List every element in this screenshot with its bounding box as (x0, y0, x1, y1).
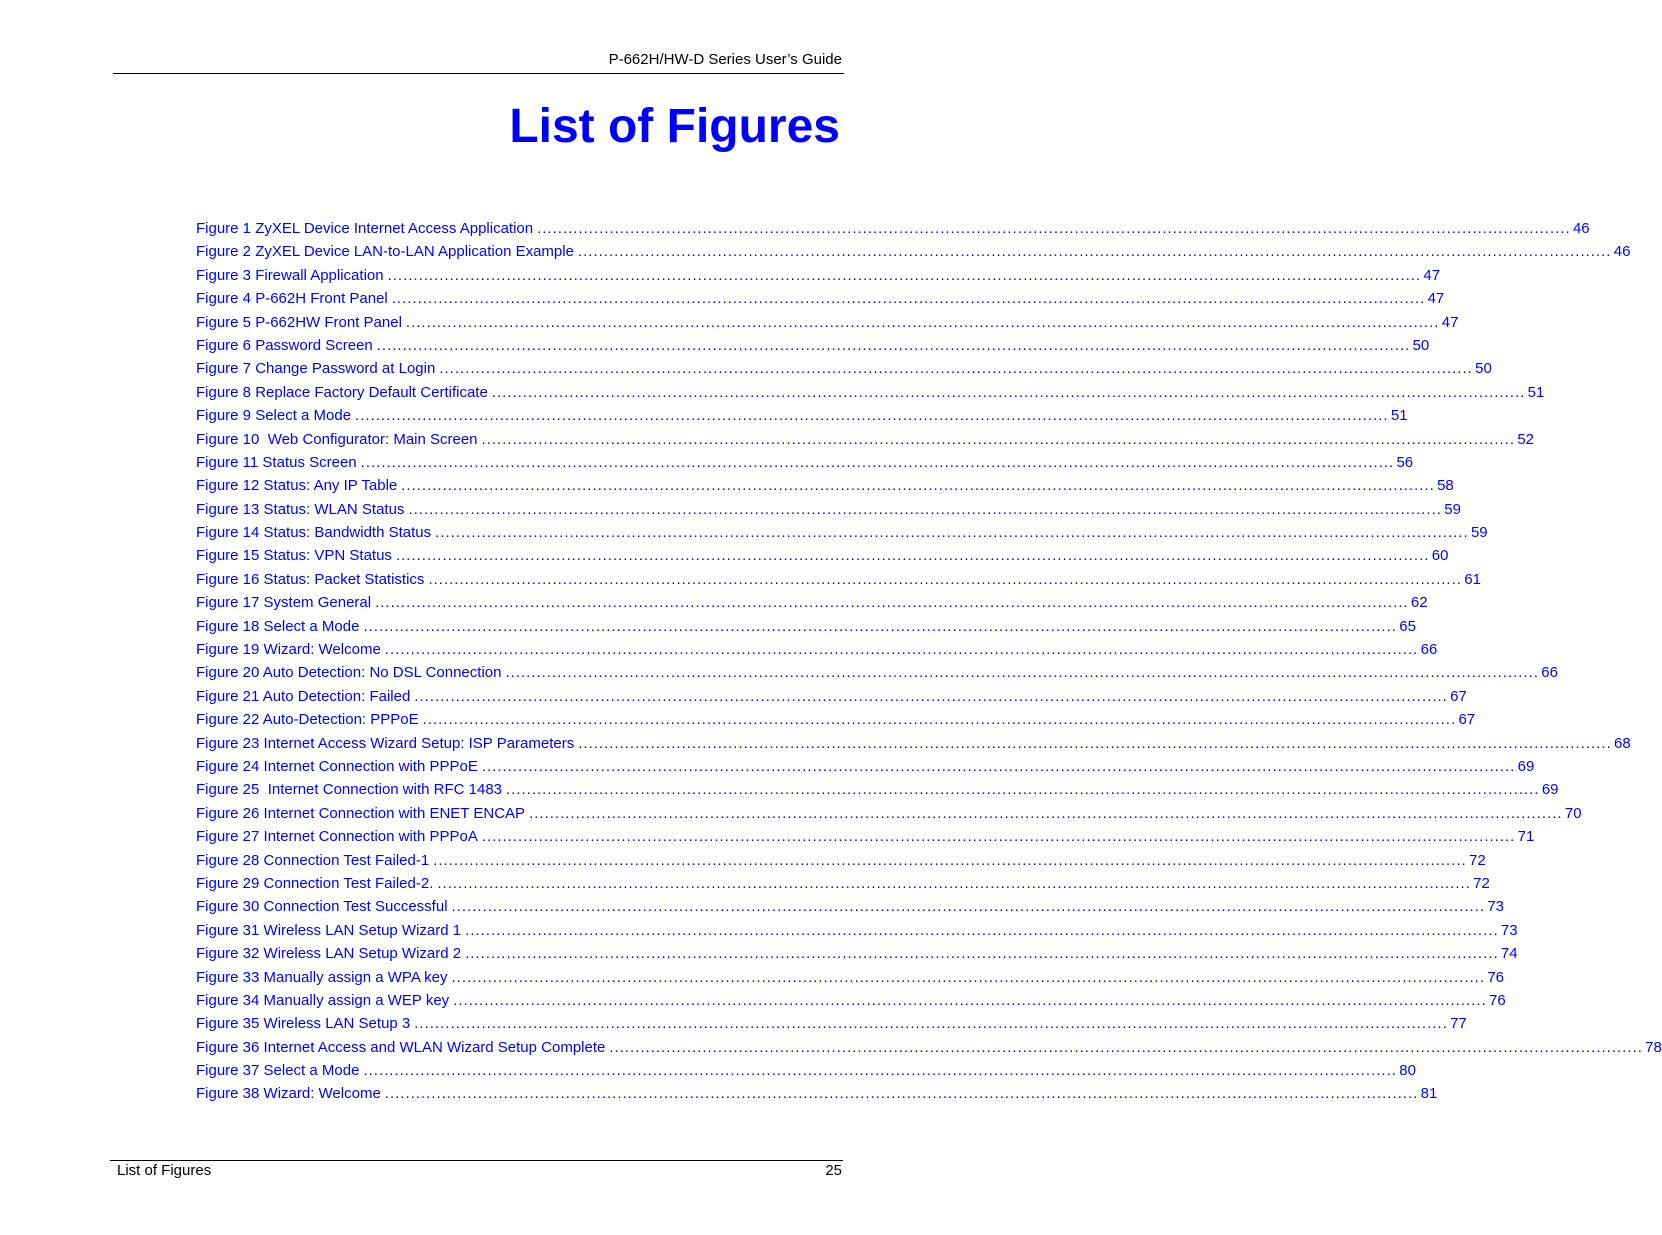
toc-entry-page: 46 (1572, 220, 1590, 237)
toc-entry-label: Figure 5 P-662HW Front Panel (196, 313, 402, 331)
dot-leader: ........................................................................................................................................................................................................ (465, 921, 1499, 939)
toc-entry[interactable] (196, 849, 1486, 872)
toc-entry-label: Figure 7 Change Password at Login (196, 360, 436, 378)
toc-entry-page: 56 (1396, 453, 1414, 471)
toc-entry-page: 46 (1613, 243, 1631, 261)
toc-entry[interactable] (196, 521, 1488, 544)
toc-entry-page: 66 (1420, 641, 1438, 659)
toc-entry-label: Figure 9 Select a Mode (196, 407, 352, 425)
toc-entry[interactable] (196, 1036, 1662, 1059)
footer-divider (110, 1160, 843, 1161)
figure-list (196, 217, 1662, 1106)
dot-leader: ........................................................................................................................................................................................................ (387, 266, 1422, 284)
toc-entry-label: Figure 2 ZyXEL Device LAN-to-LAN Application Example (196, 243, 574, 261)
dot-leader: ........................................................................................................................................................................................................ (481, 430, 1516, 448)
toc-entry-label: Figure 3 Firewall Application (196, 266, 384, 284)
toc-entry[interactable] (196, 404, 1408, 427)
dot-leader: ........................................................................................................................................................................................................ (451, 968, 1486, 986)
toc-entry-page: 47 (1427, 290, 1445, 308)
toc-entry[interactable] (196, 872, 1490, 895)
toc-entry-label: Figure 19 Wizard: Welcome (196, 641, 381, 659)
dot-leader: ........................................................................................................................................................................................................ (537, 220, 1571, 237)
dot-leader: ........................................................................................................................................................................................................ (505, 664, 1539, 682)
dot-leader: ........................................................................................................................................................................................................ (384, 1085, 1419, 1103)
dot-leader: ........................................................................................................................................................................................................ (414, 687, 1448, 705)
toc-entry-label: Figure 38 Wizard: Welcome (196, 1085, 381, 1103)
dot-leader: ........................................................................................................................................................................................................ (491, 383, 1526, 401)
toc-entry-page: 67 (1458, 711, 1476, 729)
toc-entry-page: 66 (1541, 664, 1558, 682)
dot-leader: ........................................................................................................................................................................................................ (422, 711, 1457, 729)
toc-entry[interactable] (196, 615, 1416, 638)
toc-entry-label: Figure 11 Status Screen (196, 453, 357, 471)
toc-entry-page: 74 (1500, 945, 1518, 963)
toc-entry[interactable] (196, 638, 1438, 661)
toc-entry[interactable] (196, 451, 1414, 474)
page-title: List of Figures (509, 100, 840, 153)
toc-entry-page: 60 (1431, 547, 1449, 565)
dot-leader: ........................................................................................................................................................................................................ (384, 641, 1419, 659)
toc-entry-page: 78 (1645, 1038, 1662, 1056)
toc-entry-page: 62 (1410, 594, 1428, 612)
toc-entry[interactable] (196, 544, 1449, 567)
toc-entry-label: Figure 34 Manually assign a WEP key (196, 991, 450, 1009)
toc-entry[interactable] (196, 685, 1467, 708)
toc-entry-label: Figure 13 Status: WLAN Status (196, 500, 405, 518)
toc-entry[interactable] (196, 240, 1631, 263)
toc-entry-page: 59 (1470, 524, 1488, 542)
toc-entry-page: 69 (1517, 757, 1535, 775)
toc-entry[interactable] (196, 942, 1518, 965)
running-header: P-662H/HW-D Series User’s Guide (608, 51, 842, 68)
header-divider (113, 73, 844, 74)
dot-leader: ........................................................................................................................................................................................................ (481, 828, 1516, 846)
toc-entry[interactable] (196, 661, 1558, 684)
toc-entry-page: 68 (1614, 734, 1631, 752)
toc-entry-page: 67 (1450, 687, 1467, 705)
toc-entry[interactable] (196, 732, 1631, 755)
toc-entry[interactable] (196, 287, 1445, 310)
toc-entry[interactable] (196, 311, 1459, 334)
toc-entry[interactable] (196, 1012, 1467, 1035)
dot-leader: ........................................................................................................................................................................................................ (376, 336, 1411, 354)
dot-leader: ........................................................................................................................................................................................................ (428, 570, 1462, 588)
toc-entry-label: Figure 20 Auto Detection: No DSL Connection (196, 664, 502, 682)
toc-entry[interactable] (196, 919, 1518, 942)
dot-leader: ........................................................................................................................................................................................................ (391, 290, 1426, 308)
footer-page-number: 25 (825, 1162, 842, 1179)
toc-entry-label: Figure 24 Internet Connection with PPPoE (196, 757, 478, 775)
toc-entry[interactable] (196, 217, 1590, 240)
toc-entry[interactable] (196, 381, 1545, 404)
toc-entry-label: Figure 35 Wireless LAN Setup 3 (196, 1015, 411, 1033)
toc-entry-label: Figure 15 Status: VPN Status (196, 547, 392, 565)
toc-entry-page: 80 (1399, 1062, 1416, 1080)
dot-leader: ........................................................................................................................................................................................................ (363, 1062, 1397, 1080)
dot-leader: ........................................................................................................................................................................................................ (451, 898, 1486, 916)
toc-entry-label: Figure 25 Internet Connection with RFC 1483 (196, 781, 502, 799)
toc-entry-page: 73 (1487, 898, 1505, 916)
toc-entry[interactable] (196, 264, 1441, 287)
toc-entry-page: 52 (1517, 430, 1535, 448)
toc-entry-page: 51 (1390, 407, 1408, 425)
toc-entry-label: Figure 21 Auto Detection: Failed (196, 687, 411, 705)
toc-entry[interactable] (196, 966, 1505, 989)
dot-leader: ........................................................................................................................................................................................................ (408, 500, 1442, 518)
toc-entry[interactable] (196, 895, 1505, 918)
toc-entry[interactable] (196, 498, 1461, 521)
toc-entry-label: Figure 31 Wireless LAN Setup Wizard 1 (196, 921, 462, 939)
toc-entry-page: 72 (1469, 851, 1486, 869)
toc-entry[interactable] (196, 568, 1481, 591)
dot-leader: ........................................................................................................................................................................................................ (401, 477, 1435, 495)
toc-entry-label: Figure 10 Web Configurator: Main Screen (196, 430, 478, 448)
dot-leader: ........................................................................................................................................................................................................ (439, 360, 1473, 378)
dot-leader: ........................................................................................................................................................................................................ (481, 757, 1516, 775)
toc-entry-label: Figure 17 System General (196, 594, 372, 612)
toc-entry-label: Figure 37 Select a Mode (196, 1062, 360, 1080)
toc-entry-page: 65 (1399, 617, 1416, 635)
dot-leader: ........................................................................................................................................................................................................ (360, 453, 1395, 471)
toc-entry[interactable] (196, 778, 1559, 801)
toc-entry-page: 71 (1517, 828, 1535, 846)
dot-leader: ........................................................................................................................................................................................................ (609, 1038, 1643, 1056)
toc-entry-label: Figure 8 Replace Factory Default Certificate (196, 383, 488, 401)
toc-entry-page: 50 (1412, 336, 1430, 354)
toc-entry-page: 58 (1437, 477, 1454, 495)
dot-leader: ........................................................................................................................................................................................................ (433, 851, 1467, 869)
toc-entry-page: 81 (1420, 1085, 1438, 1103)
toc-entry-label: Figure 6 Password Screen (196, 336, 373, 354)
dot-leader: ........................................................................................................................................................................................................ (529, 804, 1563, 822)
toc-entry-page: 69 (1541, 781, 1559, 799)
toc-entry-page: 47 (1441, 313, 1459, 331)
toc-entry-label: Figure 14 Status: Bandwidth Status (196, 524, 432, 542)
toc-entry-label: Figure 33 Manually assign a WPA key (196, 968, 448, 986)
toc-entry-label: Figure 16 Status: Packet Statistics (196, 570, 425, 588)
toc-entry[interactable] (196, 825, 1535, 848)
dot-leader: ........................................................................................................................................................................................................ (437, 874, 1471, 892)
toc-entry-page: 72 (1473, 874, 1490, 892)
toc-entry[interactable] (196, 474, 1454, 497)
dot-leader: ........................................................................................................................................................................................................ (453, 991, 1487, 1009)
toc-entry-label: Figure 12 Status: Any IP Table (196, 477, 398, 495)
toc-entry[interactable] (196, 334, 1430, 357)
dot-leader: ........................................................................................................................................................................................................ (395, 547, 1430, 565)
footer-section-title: List of Figures (117, 1162, 212, 1179)
dot-leader: ........................................................................................................................................................................................................ (363, 617, 1397, 635)
toc-entry-page: 47 (1423, 266, 1441, 284)
toc-entry-page: 61 (1464, 570, 1481, 588)
dot-leader: ........................................................................................................................................................................................................ (578, 734, 1612, 752)
toc-entry-page: 76 (1487, 968, 1505, 986)
toc-entry[interactable] (196, 802, 1582, 825)
toc-entry-label: Figure 4 P-662H Front Panel (196, 290, 388, 308)
toc-entry[interactable] (196, 357, 1492, 380)
toc-entry[interactable] (196, 428, 1535, 451)
toc-entry-label: Figure 32 Wireless LAN Setup Wizard 2 (196, 945, 462, 963)
toc-entry-label: Figure 36 Internet Access and WLAN Wizard Setup Complete (196, 1038, 606, 1056)
dot-leader: ........................................................................................................................................................................................................ (465, 945, 1499, 963)
dot-leader: ........................................................................................................................................................................................................ (405, 313, 1440, 331)
toc-entry[interactable] (196, 708, 1476, 731)
toc-entry-page: 77 (1450, 1015, 1467, 1033)
toc-entry[interactable] (196, 755, 1535, 778)
toc-entry[interactable] (196, 1059, 1416, 1082)
toc-entry-page: 70 (1564, 804, 1582, 822)
dot-leader: ........................................................................................................................................................................................................ (414, 1015, 1448, 1033)
toc-entry[interactable] (196, 1082, 1438, 1105)
dot-leader: ........................................................................................................................................................................................................ (355, 407, 1389, 425)
dot-leader: ........................................................................................................................................................................................................ (577, 243, 1612, 261)
dot-leader: ........................................................................................................................................................................................................ (375, 594, 1409, 612)
toc-entry-label: Figure 29 Connection Test Failed-2. (196, 874, 434, 892)
toc-entry[interactable] (196, 591, 1428, 614)
toc-entry-page: 51 (1527, 383, 1545, 401)
toc-entry-page: 73 (1500, 921, 1518, 939)
toc-entry-label: Figure 26 Internet Connection with ENET ENCAP (196, 804, 526, 822)
toc-entry-page: 76 (1489, 991, 1506, 1009)
toc-entry-page: 59 (1444, 500, 1461, 518)
dot-leader: ........................................................................................................................................................................................................ (506, 781, 1540, 799)
toc-entry-label: Figure 18 Select a Mode (196, 617, 360, 635)
toc-entry[interactable] (196, 989, 1506, 1012)
toc-entry-label: Figure 23 Internet Access Wizard Setup: ISP Parameters (196, 734, 575, 752)
dot-leader: ........................................................................................................................................................................................................ (435, 524, 1469, 542)
toc-entry-label: Figure 1 ZyXEL Device Internet Access Application (196, 220, 534, 237)
toc-entry-label: Figure 30 Connection Test Successful (196, 898, 448, 916)
toc-entry-page: 50 (1475, 360, 1492, 378)
toc-entry-label: Figure 27 Internet Connection with PPPoA (196, 828, 478, 846)
toc-entry-label: Figure 22 Auto-Detection: PPPoE (196, 711, 419, 729)
toc-entry-label: Figure 28 Connection Test Failed-1 (196, 851, 430, 869)
